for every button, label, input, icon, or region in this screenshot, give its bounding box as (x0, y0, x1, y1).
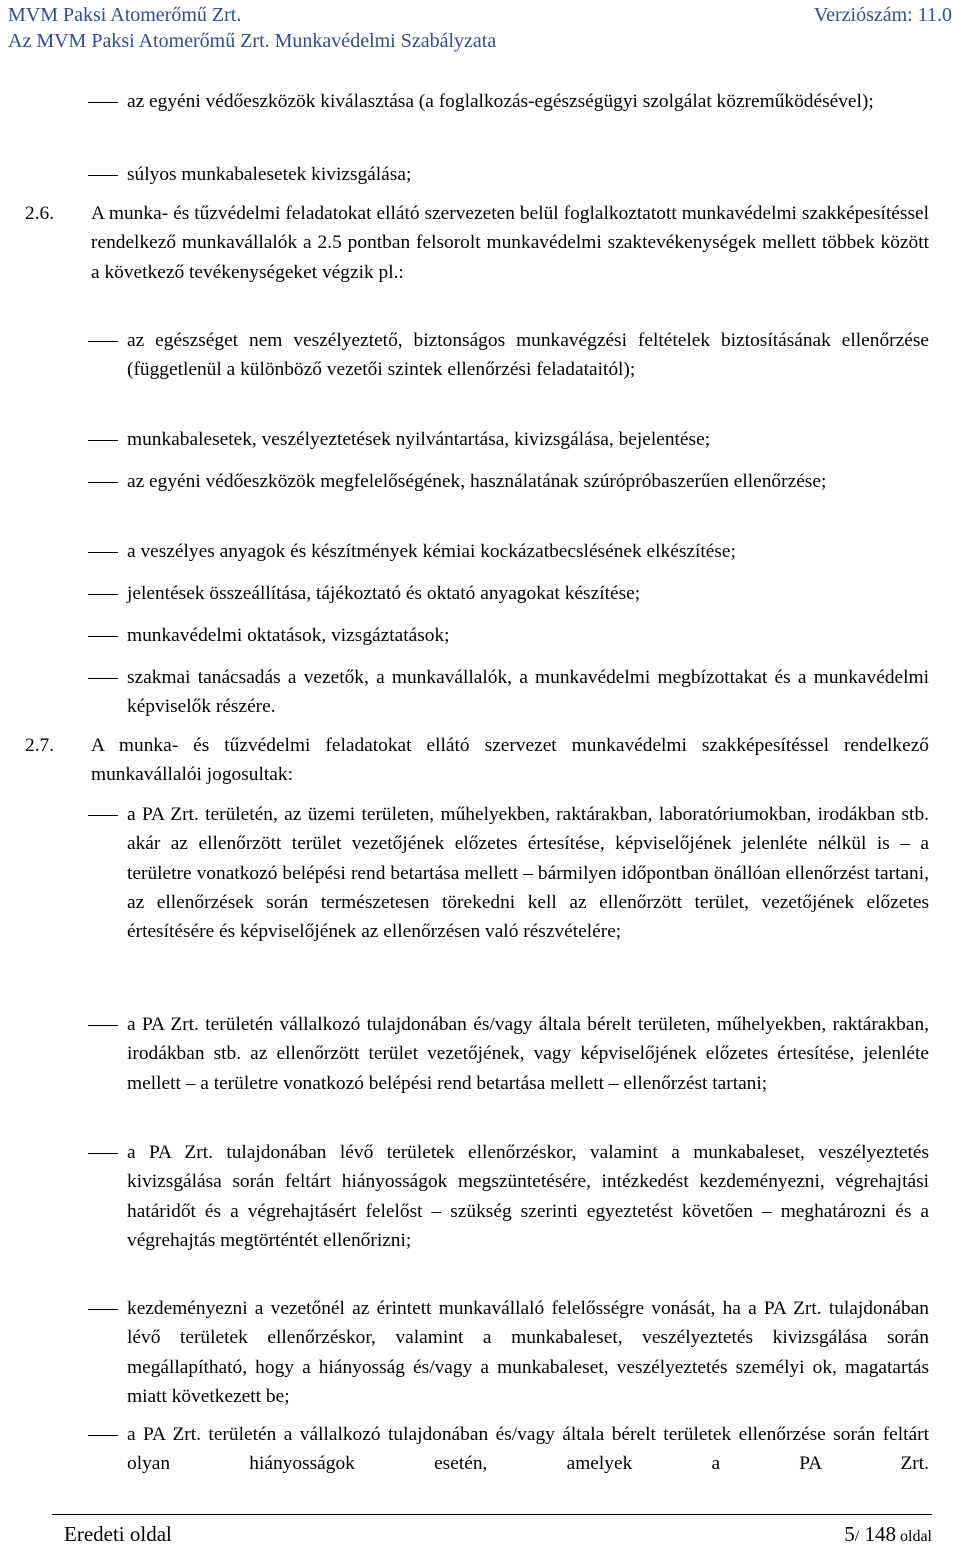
dash-bullet (88, 1309, 118, 1310)
header-row-bottom (8, 28, 952, 54)
footer-original-page: Eredeti oldal (64, 1522, 172, 1546)
document-title: Az MVM Paksi Atomerőmű Zrt. Munkavédelmi Szabályzata (8, 30, 497, 52)
section-text: A munka- és tűzvédelmi feladatokat ellátó szervezet munkavédelmi szakképesítéssel rendelkező munkavállalói jogosultak: (91, 735, 929, 786)
page-number (844, 1521, 932, 1550)
list-item: a veszélyes anyagok és készítmények kémiai kockázatbecslésének elkészítése; (127, 541, 736, 562)
page-separator: / (854, 1528, 860, 1545)
list-item: az egészséget nem veszélyeztető, biztonságos munkavégzési feltételek biztosításának ellenőrzése (függetlenül a különböző vezetői szintek ellenőrzési feladataitól); (127, 330, 929, 381)
page-footer (52, 1514, 932, 1549)
dash-bullet (88, 594, 118, 595)
list-item: az egyéni védőeszközök megfelelőségének, használatának szúrópróbaszerűen ellenőrzése; (127, 471, 827, 492)
dash-bullet (88, 440, 118, 441)
dash-bullet (88, 175, 118, 176)
list-item: jelentések összeállítása, tájékoztató és oktató anyagokat készítése; (127, 583, 641, 604)
version-number: Verziószám: 11.0 (813, 4, 952, 26)
list-item: a PA Zrt. területén, az üzemi területen, műhelyekben, raktárakban, laboratóriumokban, irodákban stb. akár az ellenőrzött terület vezetőjének előzetes értesítése, képviselőjének jelenléte nélkül is – a területre vonatkozó belépési rend betartása mellett – bármilyen időpontban önállóan ellenőrzést tartani, az ellenőrzések során természetesen törekedni kell az ellenőrzött terület, vezetőjének előzetes értesítésére és képviselőjének az ellenőrzésen való részvételére; (127, 804, 929, 943)
list-item: a PA Zrt. területén a vállalkozó tulajdonában és/vagy általa bérelt területek ellenőrzése során feltárt olyan hiányosságok esetén, amelyek a PA Zrt. (127, 1424, 929, 1475)
page-header (0, 0, 960, 58)
dash-bullet (88, 636, 118, 637)
dash-bullet (88, 102, 118, 103)
list-item: munkavédelmi oktatások, vizsgáztatások; (127, 625, 450, 646)
section-number: 2.7. (25, 735, 55, 756)
dash-bullet (88, 1025, 118, 1026)
page-current: 5 (844, 1522, 855, 1546)
section-2-6 (25, 199, 929, 287)
section-number: 2.6. (25, 203, 55, 224)
dash-bullet (88, 678, 118, 679)
list-item: a PA Zrt. területén vállalkozó tulajdonában és/vagy általa bérelt területen, műhelyekben, raktárakban, irodákban stb. az ellenőrzött terület vezetőjének, vagy képviselőjének előzetes értesítése, jelenléte mellett – a területre vonatkozó belépési rend betartása mellett – ellenőrzést tartani; (127, 1014, 929, 1094)
company-name: MVM Paksi Atomerőmű Zrt. (8, 4, 242, 26)
list-item: szakmai tanácsadás a vezetők, a munkavállalók, a munkavédelmi megbízottakat és a munkavédelmi képviselők részére. (127, 667, 929, 718)
page-suffix: oldal (896, 1528, 932, 1545)
list-item: kezdeményezni a vezetőnél az érintett munkavállaló felelősségre vonását, ha a PA Zrt. tulajdonában lévő területek ellenőrzéskor, valamint a munkabaleset, veszélyeztetés kivizsgálása során megállapítható, hogy a hiányosság és/vagy a munkabaleset, veszélyeztetés személyi ok, magatartás miatt következett be; (127, 1298, 929, 1407)
dash-bullet (88, 1435, 118, 1436)
dash-bullet (88, 341, 118, 342)
dash-bullet (88, 815, 118, 816)
dash-bullet (88, 1153, 118, 1154)
list-item: a PA Zrt. tulajdonában lévő területek ellenőrzéskor, valamint a munkabaleset, veszélyeztetés kivizsgálása során feltárt hiányosságok megszüntetésére, intézkedést kezdeményezni, végrehajtási határidőt és a végrehajtásért felelőst – szükség szerinti egyeztetést követően – meghatározni és a végrehajtás megtörténtét ellenőrizni; (127, 1142, 929, 1251)
dash-bullet (88, 482, 118, 483)
dash-bullet (88, 552, 118, 553)
page-total: 148 (859, 1522, 896, 1546)
header-row-top (8, 2, 952, 28)
section-text: A munka- és tűzvédelmi feladatokat ellátó szervezeten belül foglalkoztatott munkavédelmi szakképesítéssel rendelkező munkavállalók a 2.5 pontban felsorolt munkavédelmi szaktevékenységek mellett többek között a következő tevékenységeket végzik pl.: (91, 203, 929, 283)
list-item: súlyos munkabalesetek kivizsgálása; (127, 164, 412, 185)
section-2-7 (25, 731, 929, 790)
list-item: az egyéni védőeszközök kiválasztása (a foglalkozás-egészségügyi szolgálat közreműködésével); (127, 91, 874, 112)
list-item: munkabalesetek, veszélyeztetések nyilvántartása, kivizsgálása, bejelentése; (127, 429, 711, 450)
